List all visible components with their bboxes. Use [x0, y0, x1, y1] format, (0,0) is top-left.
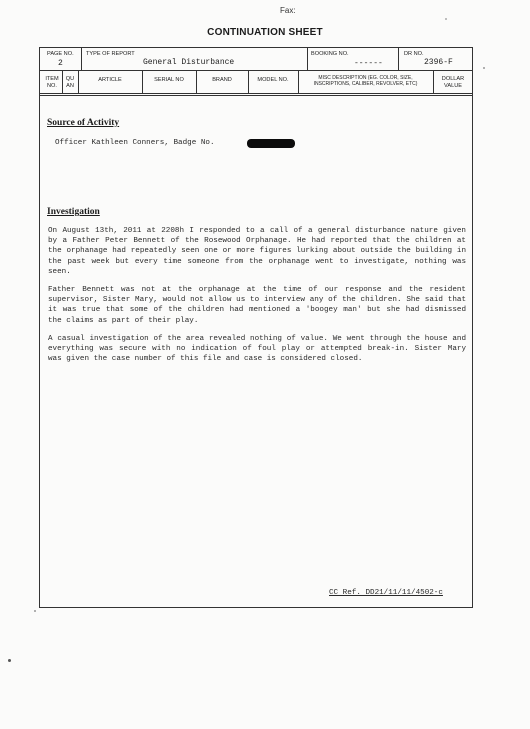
- divider-booking: [398, 47, 399, 70]
- scan-speck: [445, 18, 447, 20]
- scan-speck: [34, 610, 36, 612]
- investigation-paragraph-3: A casual investigation of the area revealed nothing of value. We went through the house and everything was secure with no indication of foul play or attempted break-in. Sister Mary was given the case number of this file and case is considered closed.: [48, 335, 466, 364]
- page-no-label: PAGE NO.: [47, 51, 74, 57]
- columns-divider: [39, 93, 473, 94]
- col-misc-description: MISC DESCRIPTION (EG. COLOR, SIZE, INSCRIPTIONS, CALIBER, REVOLVER, ETC): [313, 75, 418, 87]
- sheet-title: CONTINUATION SHEET: [207, 27, 323, 38]
- source-heading: Source of Activity: [47, 118, 120, 128]
- divider-page: [81, 47, 82, 70]
- col-divider: [78, 70, 79, 93]
- dr-label: DR NO.: [404, 51, 424, 57]
- type-value: General Disturbance: [143, 58, 235, 67]
- type-label: TYPE OF REPORT: [86, 51, 135, 57]
- col-divider: [248, 70, 249, 93]
- col-qu-an: QU AN: [65, 76, 75, 89]
- booking-label: BOOKING NO.: [311, 51, 349, 57]
- fax-label: Fax:: [280, 6, 296, 15]
- page-no-value: 2: [58, 59, 63, 68]
- investigation-paragraph-1: On August 13th, 2011 at 2208h I responded to a call of a general disturbance nature given by a Father Peter Bennett of the Rosewood Orphanage. He had reported that the children at the orphanage had repeatedly seen one or more figures lurking about outside the building in the past week but every time someone from the orphanage went to investigate, nothing was seen.: [48, 227, 466, 276]
- booking-value: ------: [354, 59, 383, 68]
- col-divider: [196, 70, 197, 93]
- divider-type: [307, 47, 308, 70]
- redaction-bar: [247, 139, 295, 148]
- investigation-heading: Investigation: [47, 207, 100, 217]
- investigation-paragraph-2: Father Bennett was not at the orphanage at the time of our response and the resident supervisor, Sister Mary, would not allow us to interview any of the children. She said that it was true that some of the children had mentioned a 'boogey man' but she had dismissed the claims as part of their play.: [48, 286, 466, 325]
- cc-reference: CC Ref. DD21/11/11/4502-c: [329, 589, 443, 597]
- col-item-no: ITEM NO.: [45, 76, 59, 89]
- form-frame: [39, 47, 473, 608]
- col-article: ARTICLE: [98, 77, 122, 83]
- source-officer-text: Officer Kathleen Conners, Badge No.: [55, 139, 215, 147]
- col-model-no: MODEL NO.: [257, 77, 289, 83]
- col-divider: [62, 70, 63, 93]
- scan-speck: [483, 67, 485, 69]
- header-divider: [39, 70, 473, 71]
- col-dollar-value: DOLLAR VALUE: [441, 76, 465, 89]
- col-divider: [433, 70, 434, 93]
- scan-speck: [8, 659, 11, 662]
- columns-divider-double: [39, 95, 473, 96]
- dr-value: 2396-F: [424, 58, 453, 67]
- col-divider: [142, 70, 143, 93]
- col-divider: [298, 70, 299, 93]
- col-serial-no: SERIAL NO: [154, 77, 184, 83]
- col-brand: BRAND: [212, 77, 232, 83]
